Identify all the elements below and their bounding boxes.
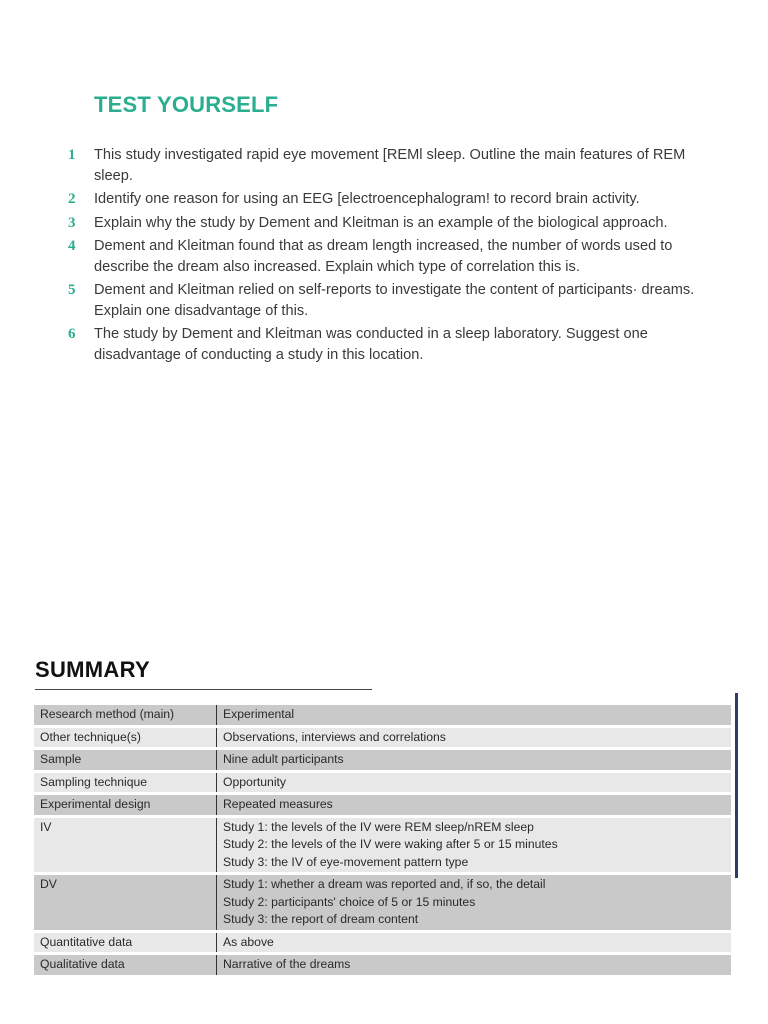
question-number: 4 (68, 238, 76, 254)
row-value: Observations, interviews and correlations (217, 728, 731, 748)
table-row (34, 750, 731, 770)
row-label: DV (34, 875, 217, 930)
question-number: 5 (68, 282, 76, 298)
row-label: Sample (34, 750, 217, 770)
question-text: Explain why the study by Dement and Kleitman is an example of the biological approach. (94, 214, 668, 231)
row-value: Study 1: the levels of the IV were REM sleep/nREM sleep Study 2: the levels of the IV were waking after 5 or 15 minutes Study 3: the IV of eye-movement pattern type (217, 818, 731, 873)
row-label: Research method (main) (34, 705, 217, 725)
table-row (34, 705, 731, 725)
question-number: 6 (68, 326, 76, 342)
question-item (62, 145, 712, 186)
table-row (34, 773, 731, 793)
question-item (62, 213, 712, 234)
row-value: Study 1: whether a dream was reported and, if so, the detail Study 2: participants' choice of 5 or 15 minutes Study 3: the report of dream content (217, 875, 731, 930)
row-label: IV (34, 818, 217, 873)
row-value: Opportunity (217, 773, 731, 793)
question-text: Dement and Kleitman relied on self-reports to investigate the content of participants· dreams. Explain one disadvantage of this. (94, 282, 695, 319)
table-row (34, 795, 731, 815)
question-item (62, 280, 712, 321)
row-label: Qualitative data (34, 955, 217, 975)
question-item (62, 189, 712, 210)
row-label: Sampling technique (34, 773, 217, 793)
question-number: 2 (68, 191, 76, 207)
row-label: Quantitative data (34, 933, 217, 953)
question-number: 3 (68, 214, 76, 231)
question-text: Dement and Kleitman found that as dream length increased, the number of words used to describe the dream also increased. Explain which type of correlation this is. (94, 238, 673, 275)
question-list (62, 145, 712, 368)
question-text: The study by Dement and Kleitman was conducted in a sleep laboratory. Suggest one disadvantage of conducting a study in this location. (94, 326, 648, 363)
question-item (62, 236, 712, 277)
summary-divider (35, 689, 372, 690)
row-value: Nine adult participants (217, 750, 731, 770)
row-value: Experimental (217, 705, 731, 725)
table-row (34, 818, 731, 873)
question-text: This study investigated rapid eye movement [REMl sleep. Outline the main features of REM sleep. (94, 147, 686, 184)
row-label: Experimental design (34, 795, 217, 815)
table-row (34, 933, 731, 953)
summary-table (34, 702, 731, 978)
margin-bar (735, 693, 738, 878)
row-value: As above (217, 933, 731, 953)
question-number: 1 (68, 147, 76, 163)
table-row (34, 955, 731, 975)
row-value: Narrative of the dreams (217, 955, 731, 975)
question-item (62, 324, 712, 365)
test-yourself-title: TEST YOURSELF (94, 92, 279, 117)
question-text: Identify one reason for using an EEG [electroencephalogram! to record brain activity. (94, 191, 640, 207)
table-row (34, 875, 731, 930)
row-value: Repeated measures (217, 795, 731, 815)
table-row (34, 728, 731, 748)
summary-title: SUMMARY (35, 657, 150, 682)
row-label: Other technique(s) (34, 728, 217, 748)
